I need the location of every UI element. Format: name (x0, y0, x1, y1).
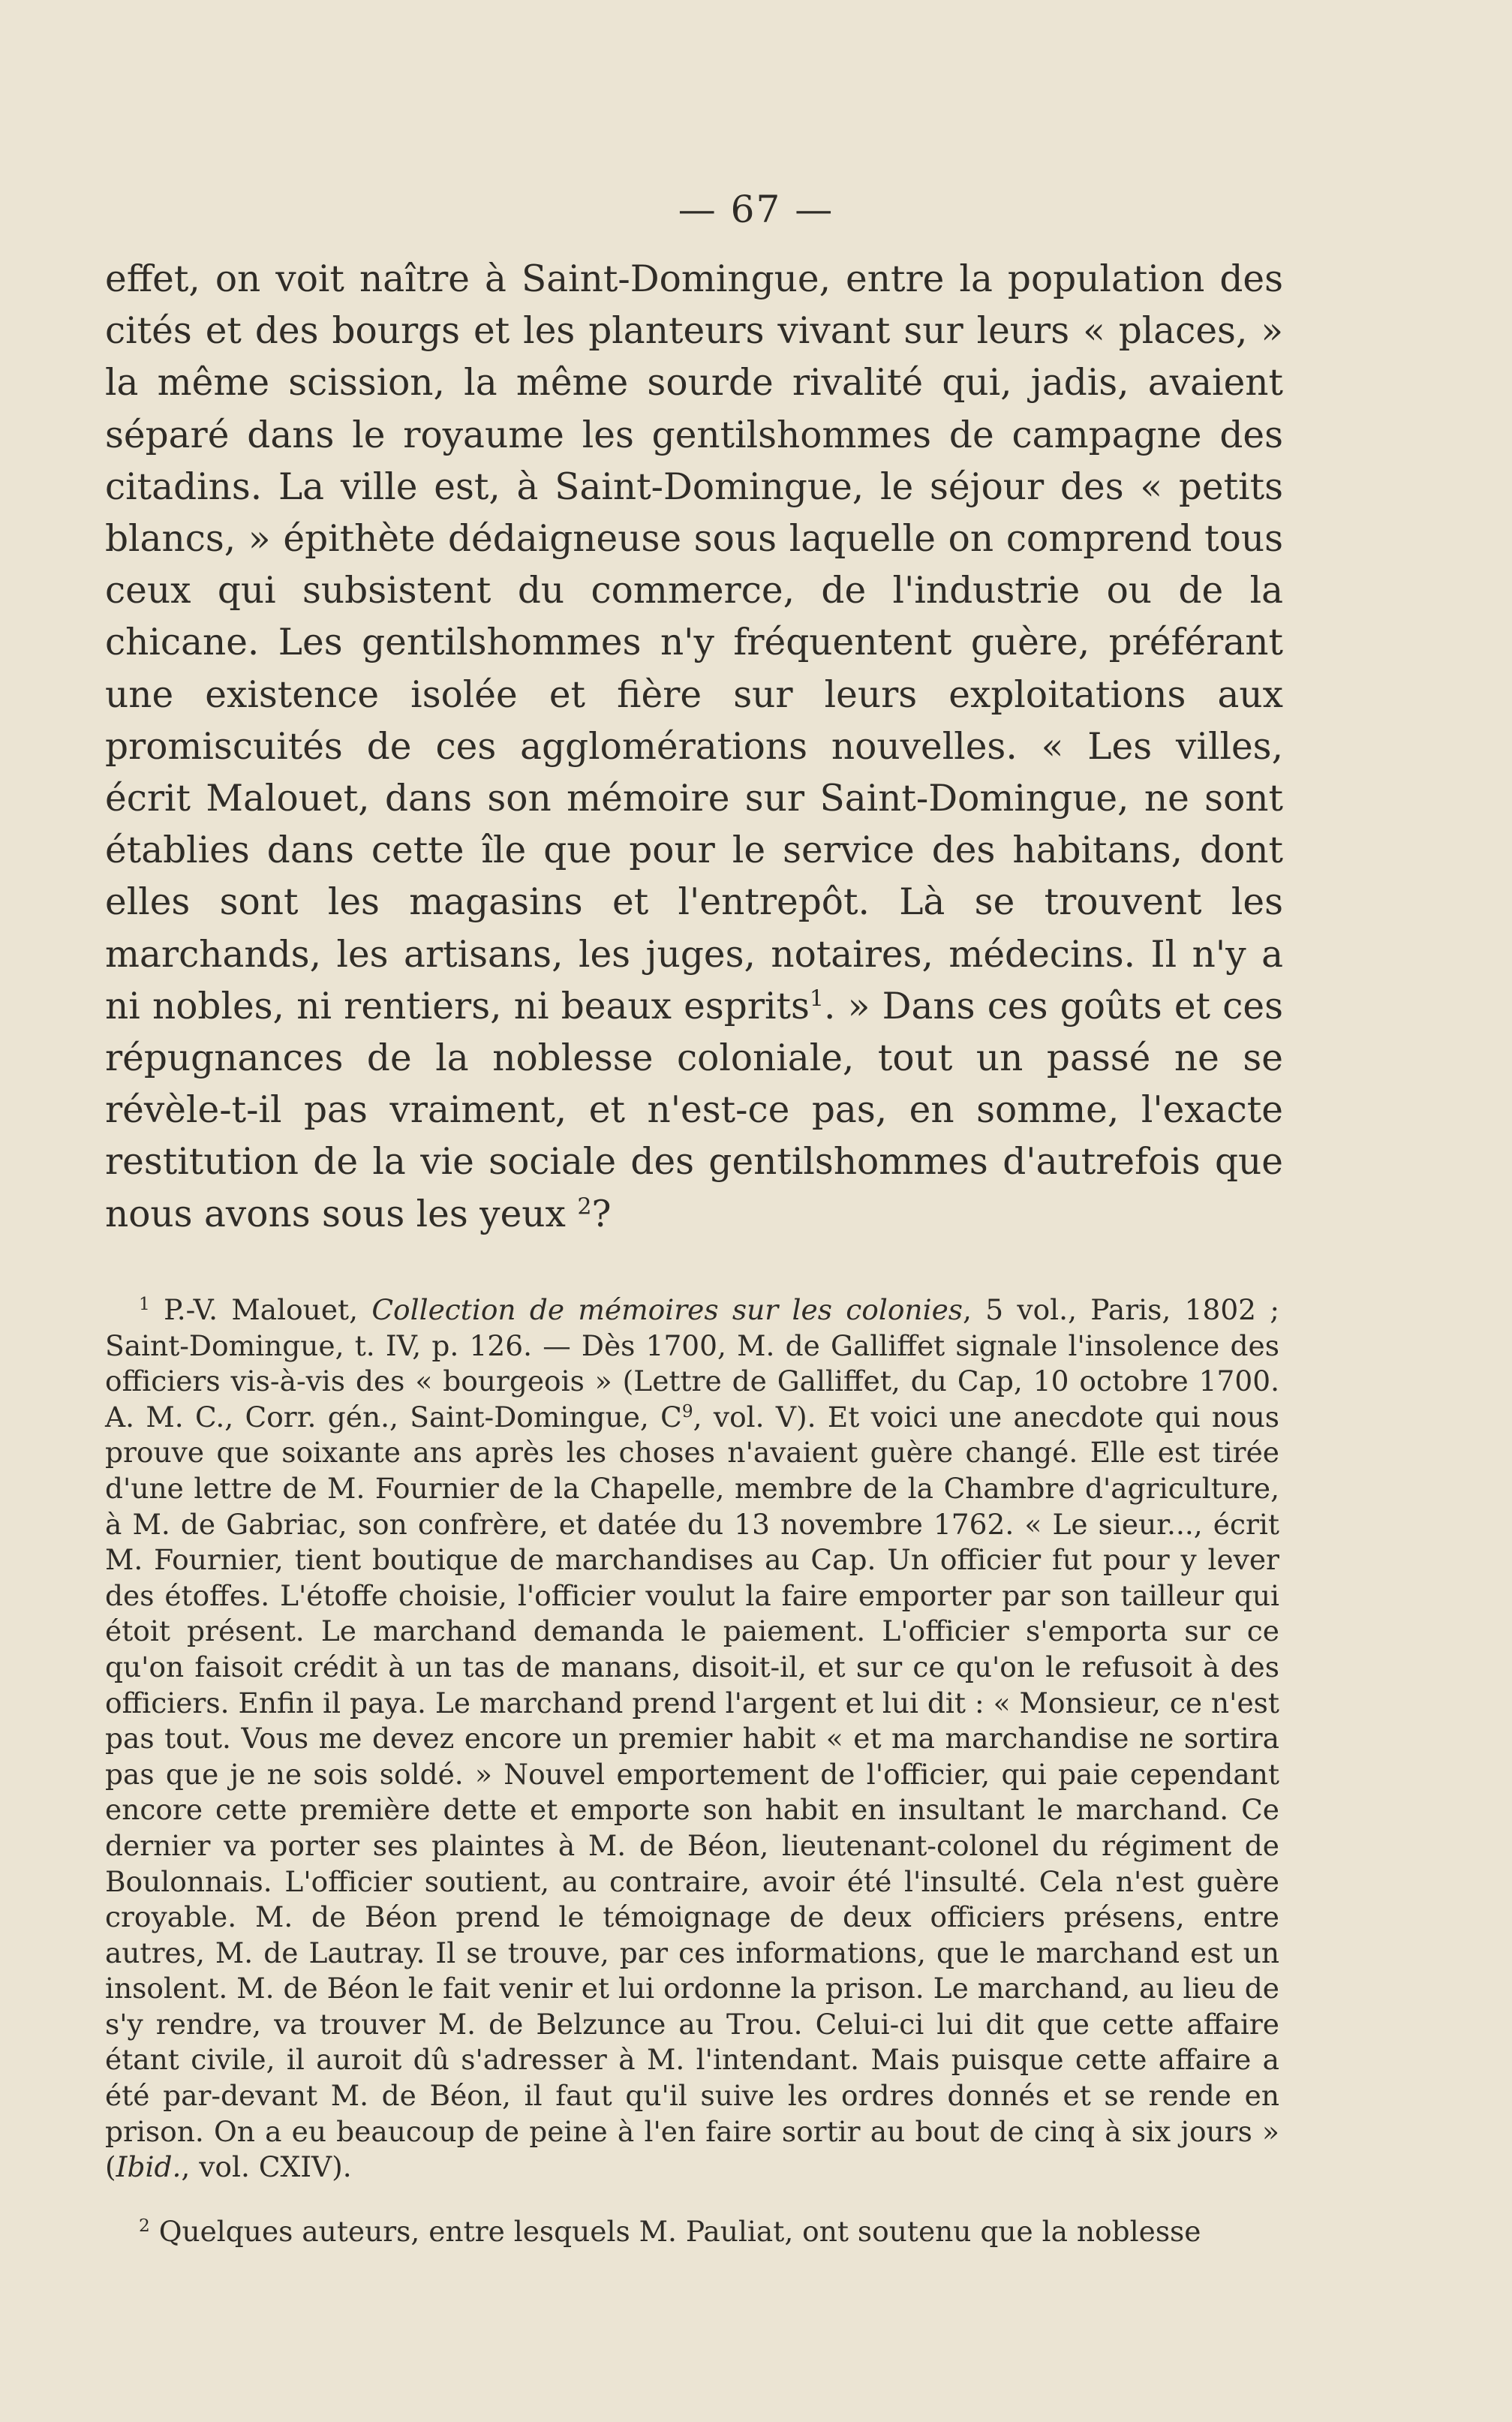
main-text-part-2: . » Dans ces goûts et ces répugnances de la noblesse coloniale, tout un passé ne se révèle-t-il pas vraiment, et n'est-ce pas, en somme, l'exacte restitution de la vie sociale des gentilshommes d'autrefois que nous avons sous les yeux (105, 985, 1283, 1235)
footnote-1-ibid: Ibid. (116, 2150, 182, 2184)
footnote-ref-1[interactable]: 1 (809, 985, 825, 1012)
main-text-part-1: effet, on voit naître à Saint-Domingue, entre la population des cités et des bourgs et les planteurs vivant sur leurs « places, » la même scission, la même sourde rivalité qui, jadis, avaient séparé dans le royaume les gentilshommes de campagne des citadins. La ville est, à Saint-Domingue, le séjour des « petits blancs, » épithète dédaigneuse sous laquelle on comprend tous ceux qui subsistent du commerce, de l'industrie ou de la chicane. Les gentilshommes n'y fréquentent guère, préférant une existence isolée et fière sur leurs exploitations aux promiscuités de ces agglomérations nouvelles. « Les villes, écrit Malouet, dans son mémoire sur Saint-Domingue, ne sont établies dans cette île que pour le service des habitans, dont elles sont les magasins et l'entrepôt. Là se trouvent les marchands, les artisans, les juges, notaires, médecins. Il n'y a ni nobles, ni rentiers, ni beaux esprits (105, 258, 1283, 1027)
footnote-1-mark: 1 (139, 1294, 150, 1315)
footnotes (105, 1292, 1280, 2248)
footnote-1 (105, 1292, 1279, 2186)
main-paragraph (105, 254, 1283, 1241)
footnote-1-title: Collection de mémoires sur les colonies (371, 1293, 963, 1326)
footnote-2-mark: 2 (139, 2216, 150, 2237)
footnote-1-text-b: , vol. V). Et voici une anecdote qui nous prouve que soixante ans après les choses n'avaient guère changé. Elle est tirée d'une lettre de M. Fournier de la Chapelle, membre de la Chambre d'agriculture, à M. de Gabriac, son confrère, et datée du 13 novembre 1762. « Le sieur..., écrit M. Fournier, tient boutique de marchandises au Cap. Un officier fut pour y lever des étoffes. L'étoffe choisie, l'officier voulut la faire emporter par son tailleur qui étoit présent. Le marchand demanda le paiement. L'officier s'emporta sur ce qu'on faisoit crédit à un tas de manans, disoit-il, et sur ce qu'on le refusoit à des officiers. Enfin il paya. Le marchand prend l'argent et lui dit : « Monsieur, ce n'est pas tout. Vous me devez encore un premier habit « et ma marchandise ne sortira pas que je ne sois soldé. » Nouvel emportement de l'officier, qui paie cependant encore cette première dette et emporte son habit en insultant le marchand. Ce dernier va porter ses plaintes à M. de Béon, lieutenant-colonel du régiment de Boulonnais. L'officier soutient, au contraire, avoir été l'insulté. Cela n'est guère croyable. M. de Béon prend le témoignage de deux officiers présens, entre autres, M. de Lautray. Il se trouve, par ces informations, que le marchand est un insolent. M. de Béon le fait venir et lui ordonne la prison. Le marchand, au lieu de s'y rendre, va trouver M. de Belzunce au Trou. Celui-ci lui dit que cette affaire étant civile, il auroit dû s'adresser à M. l'intendant. Mais puisque cette affaire a été par-devant M. de Béon, il faut qu'il suive les ordres donnés et se rende en prison. On a eu beaucoup de peine à l'en faire sortir au bout de cinq à six jours » ( (105, 1400, 1280, 2184)
footnote-2 (105, 2214, 1279, 2250)
footnote-2-text: Quelques auteurs, entre lesquels M. Pauliat, ont soutenu que la noblesse (149, 2215, 1201, 2248)
main-text-end: ? (591, 1193, 612, 1235)
footnote-1-author: P.-V. Malouet, (149, 1293, 372, 1326)
footnote-1-series-sup: 9 (681, 1401, 693, 1422)
page-number: — 67 — (678, 188, 834, 231)
footnote-ref-2[interactable]: 2 (577, 1193, 592, 1220)
footnote-1-text-c: , vol. CXIV). (181, 2150, 352, 2184)
footnote-1-text-a: , 5 vol., Paris, 1802 ; Saint-Domingue, t. IV, p. 126. — Dès 1700, M. de Galliffet signale l'insolence des officiers vis-à-vis des « bourgeois » (Lettre de Galliffet, du Cap, 10 octobre 1700. A. M. C., Corr. gén., Saint-Domingue, C (105, 1293, 1279, 1434)
